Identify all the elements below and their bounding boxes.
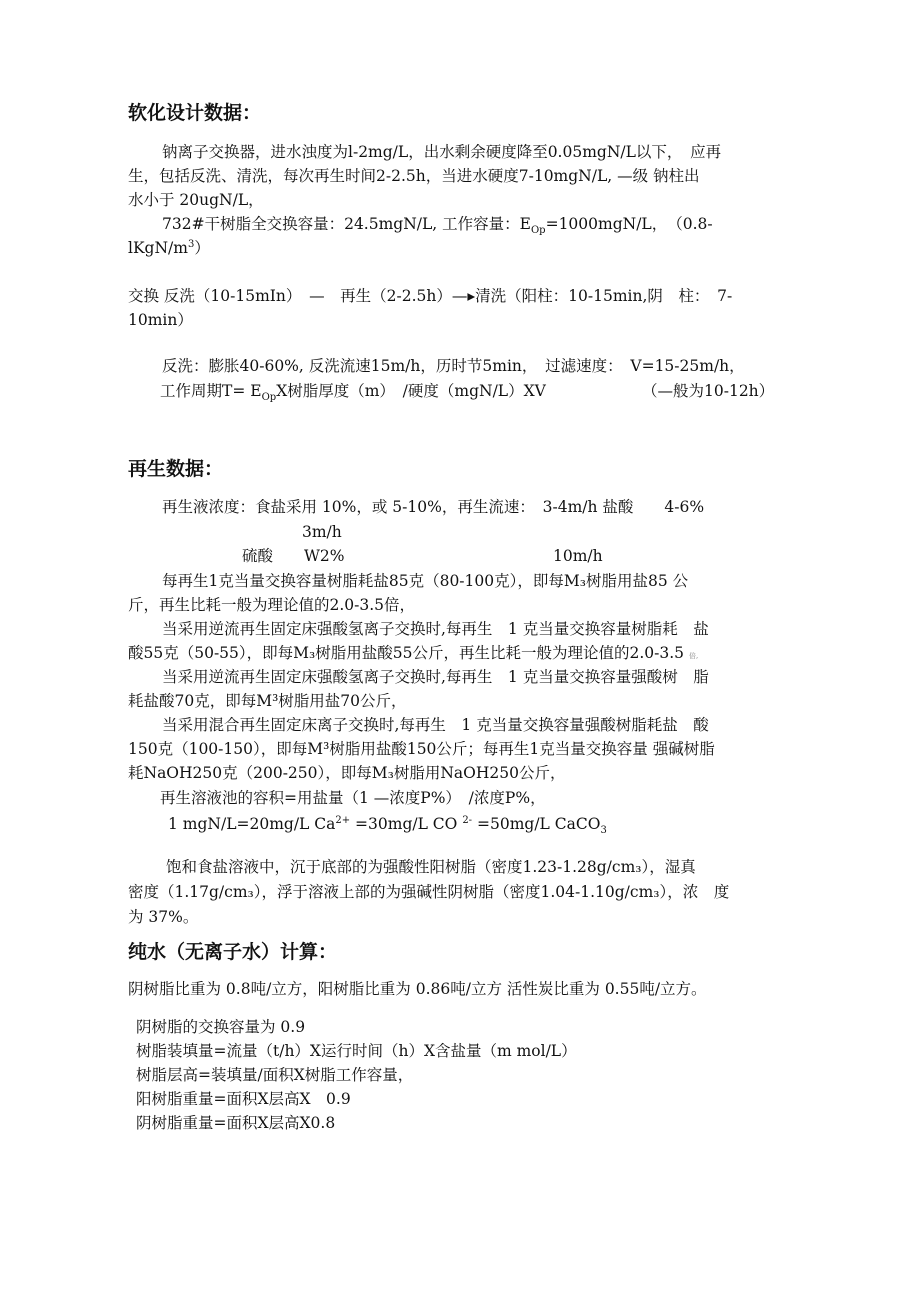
text-line: 密度（1.17g/cm₃），浮于溶液上部的为强碱性阴树脂（密度1.04-1.10g/cm₃），浓 度 bbox=[128, 883, 730, 901]
text-line: 3m/h bbox=[302, 523, 342, 541]
text-line: 每再生1克当量交换容量树脂耗盐85克（80-100克），即每M₃树脂用盐85 公 bbox=[162, 572, 689, 590]
text-line: 钠离子交换器，进水浊度为l-2mg/L，出水剩余硬度降至0.05mgN/L以下， 应再 bbox=[162, 143, 722, 161]
heading-regeneration-data: 再生数据： bbox=[128, 458, 224, 480]
text-line: （—般为10-12h） bbox=[642, 382, 775, 400]
text-line bbox=[128, 646, 698, 662]
text-line: 树脂装填量=流量（t/h）X运行时间（h）X含盐量（m mol/L） bbox=[136, 1042, 577, 1060]
formula-line bbox=[168, 814, 607, 837]
heading-softening-design: 软化设计数据： bbox=[128, 102, 262, 124]
text-line: 10m/h bbox=[553, 547, 603, 565]
superscript: 2- bbox=[462, 814, 473, 826]
text-line: 阴树脂重量=面积X层高X0.8 bbox=[136, 1114, 336, 1132]
process-flow-line: 交换 反洗（10-15mIn） — 再生（2-2.5h）—▸清洗（阳柱：10-15min,阴 柱： 7- bbox=[128, 287, 733, 305]
text-line: 阴树脂比重为 0.8吨/立方，阳树脂比重为 0.86吨/立方 活性炭比重为 0.55吨/立方。 bbox=[128, 980, 707, 998]
text-line: 硫酸 W2% bbox=[242, 547, 345, 565]
text-span: X树脂厚度（m） /硬度（mgN/L）XV bbox=[276, 382, 546, 400]
text-span: lKgN/m bbox=[128, 239, 188, 257]
text-span: 1 mgN/L=20mg/L Ca bbox=[168, 815, 336, 833]
text-line: 水小于 20ugN/L， bbox=[128, 191, 264, 209]
text-line: 150克（100-150），即每M³树脂用盐酸150公斤；每再生1克当量交换容量 强碱树脂 bbox=[128, 740, 715, 758]
text-line: 耗NaOH250克（200-250），即每M₃树脂用NaOH250公斤， bbox=[128, 764, 566, 782]
text-line: 生，包括反洗、清洗，每次再生时间2-2.5h，当进水硬度7-10mgN/L, —级 钠柱出 bbox=[128, 167, 700, 185]
text-line: 为 37%。 bbox=[128, 908, 199, 926]
text-line: 树脂层高=装填量/面积X树脂工作容量， bbox=[136, 1066, 414, 1084]
text-line: 当采用混合再生固定床离子交换时,每再生 1 克当量交换容量强酸树脂耗盐 酸 bbox=[162, 716, 709, 734]
text-line bbox=[162, 215, 713, 237]
text-line: 再生液浓度：食盐采用 10%，或 5-10%，再生流速： 3-4m/h 盐酸 4-6% bbox=[162, 498, 705, 516]
text-line: 再生溶液池的容积=用盐量（1 —浓度P%） /浓度P%， bbox=[160, 789, 546, 807]
text-line bbox=[128, 238, 210, 257]
text-span: 工作周期T= E bbox=[160, 382, 262, 400]
text-line: 阴树脂的交换容量为 0.9 bbox=[136, 1018, 306, 1036]
text-span: =50mg/L CaCO bbox=[472, 815, 601, 833]
text-span: 732#干树脂全交换容量： bbox=[162, 215, 345, 233]
text-line: 耗盐酸70克，即每M³树脂用盐70公斤， bbox=[128, 692, 407, 710]
text-line: 反洗：膨胀40-60%, 反洗流速15m/h，历时节5min， 过滤速度： V=15-25m/h， bbox=[162, 357, 745, 375]
superscript: 3 bbox=[187, 238, 195, 250]
text-span: 酸55克（50-55），即每M₃树脂用盐酸55公斤，再生比耗一般为理论值的2.0-3.5 bbox=[128, 644, 685, 662]
text-line bbox=[160, 382, 546, 404]
tiny-mark: 倍, bbox=[688, 652, 699, 660]
superscript: 2+ bbox=[335, 814, 351, 826]
process-flow-line: 10min） bbox=[128, 311, 193, 329]
text-span: 24.5mgN/L, 工作容量：E bbox=[344, 215, 531, 233]
text-span: =30mg/L CO bbox=[350, 815, 463, 833]
subscript: 3 bbox=[600, 825, 607, 837]
text-line: 当采用逆流再生固定床强酸氢离子交换时,每再生 1 克当量交换容量树脂耗 盐 bbox=[162, 620, 709, 638]
subscript: Op bbox=[261, 392, 277, 404]
text-span: ） bbox=[194, 239, 210, 257]
heading-pure-water-calc: 纯水（无离子水）计算： bbox=[128, 941, 338, 963]
text-line: 斤，再生比耗一般为理论值的2.0-3.5倍， bbox=[128, 596, 416, 614]
text-line: 饱和食盐溶液中，沉于底部的为强酸性阳树脂（密度1.23-1.28g/cm₃），湿真 bbox=[166, 858, 696, 876]
text-span: =1000mgN/L， （0.8- bbox=[545, 215, 713, 233]
text-line: 当采用逆流再生固定床强酸氢离子交换时,每再生 1 克当量交换容量强酸树 脂 bbox=[162, 668, 709, 686]
text-line: 阳树脂重量=面积X层高X 0.9 bbox=[136, 1090, 351, 1108]
subscript: Op bbox=[530, 225, 546, 237]
